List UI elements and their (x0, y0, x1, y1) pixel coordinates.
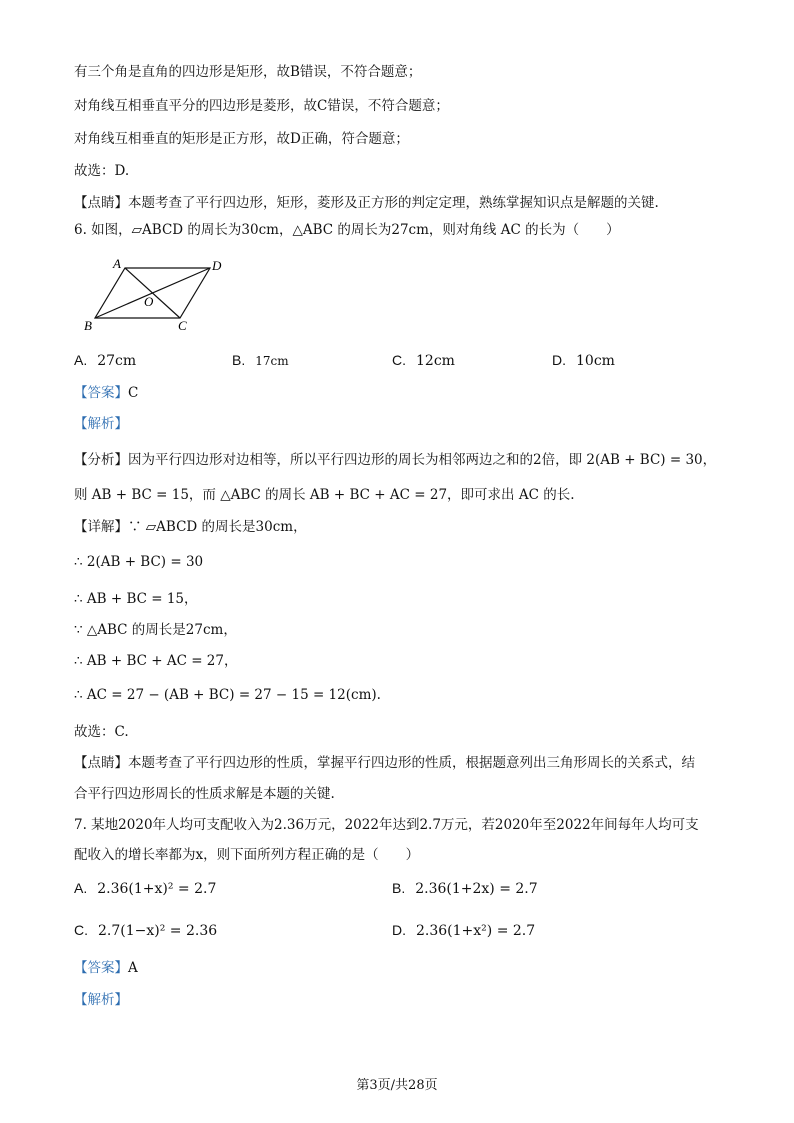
option-text: 17cm (255, 354, 289, 368)
question-7-stem-2: 配收入的增长率都为x，则下面所列方程正确的是（ ） (74, 847, 420, 863)
fenxi-tag: 【分析】 (74, 452, 128, 468)
answer-tag: 【答案】 (74, 385, 128, 401)
option-label: D. (392, 922, 406, 938)
option-text: 2.36(1+x)² = 2.7 (97, 881, 217, 897)
q7-option-a (74, 880, 216, 897)
option-b (232, 352, 289, 369)
label-d: D (212, 258, 222, 273)
option-c (392, 352, 455, 369)
xiangjie-line (74, 517, 307, 537)
q7-analysis-tag: 【解析】 (74, 992, 128, 1008)
option-d (552, 352, 615, 369)
option-text: 10cm (576, 353, 615, 369)
label-b: B (84, 318, 92, 333)
label-c: C (178, 318, 187, 333)
text-line: 故选：D. (74, 163, 130, 179)
label-o: O (144, 294, 154, 309)
option-label: A. (74, 880, 88, 896)
step-5: ∴ AC = 27 − (AB + BC) = 27 − 15 = 12(cm). (74, 687, 381, 703)
diagonal-bd (95, 268, 210, 318)
answer-value: C (128, 385, 139, 401)
option-text: 2.36(1+x²) = 2.7 (416, 923, 536, 939)
dianjing-line-2: 合平行四边形周长的性质求解是本题的关键. (74, 786, 335, 802)
xiangjie-text: ∵ ▱ABCD 的周长是30cm， (128, 519, 307, 535)
text-line: 有三个角是直角的四边形是矩形，故B错误，不符合题意； (74, 64, 422, 80)
label-a: A (113, 256, 121, 271)
option-label: B. (392, 880, 406, 896)
choose-line: 故选：C. (74, 724, 129, 740)
q7-option-c (74, 922, 217, 939)
step-4: ∴ AB + BC + AC = 27， (74, 653, 238, 669)
option-label: A. (74, 352, 88, 368)
fenxi-line-2: 则 AB + BC = 15，而 △ABC 的周长 AB + BC + AC = 27，即可求出 AC 的长. (74, 487, 575, 503)
analysis-tag: 【解析】 (74, 416, 128, 432)
dianjing-line (74, 193, 659, 213)
answer-tag: 【答案】 (74, 960, 128, 976)
step-2: ∴ AB + BC = 15， (74, 591, 198, 607)
dianjing-text: 本题考查了平行四边形的性质，掌握平行四边形的性质，根据题意列出三角形周长的关系式，结 (128, 755, 695, 771)
answer-value: A (128, 960, 138, 976)
dianjing-line-1 (74, 753, 695, 773)
question-7-stem-1: 7. 某地2020年人均可支配收入为2.36万元，2022年达到2.7万元，若2020年至2022年间每年人均可支 (74, 817, 699, 833)
xiangjie-tag: 【详解】 (74, 519, 128, 535)
option-label: D. (552, 352, 566, 368)
option-a (74, 352, 136, 369)
dianjing-tag: 【点睛】 (74, 195, 128, 211)
dianjing-tag: 【点睛】 (74, 755, 128, 771)
fenxi-text: 因为平行四边形对边相等，所以平行四边形的周长为相邻两边之和的2倍，即 2(AB + BC) = 30， (128, 452, 717, 468)
option-text: 2.7(1−x)² = 2.36 (98, 923, 218, 939)
text-line: 对角线互相垂直的矩形是正方形，故D正确，符合题意； (74, 131, 409, 147)
text-line: 对角线互相垂直平分的四边形是菱形，故C错误，不符合题意； (74, 98, 449, 114)
option-label: C. (74, 922, 88, 938)
q7-answer-line (74, 958, 138, 978)
page-footer: 第3页/共28页 (356, 1078, 438, 1093)
q7-option-d (392, 922, 535, 939)
option-text: 27cm (97, 353, 137, 369)
option-text: 12cm (416, 353, 455, 369)
option-label: B. (232, 352, 246, 368)
dianjing-text: 本题考查了平行四边形，矩形，菱形及正方形的判定定理，熟练掌握知识点是解题的关键. (128, 195, 659, 211)
q7-option-b (392, 880, 538, 897)
answer-line (74, 383, 138, 403)
step-3: ∵ △ABC 的周长是27cm， (74, 622, 237, 638)
option-text: 2.36(1+2x) = 2.7 (415, 881, 538, 897)
parallelogram-figure (80, 252, 240, 336)
step-1: ∴ 2(AB + BC) = 30 (74, 554, 204, 570)
fenxi-line-1 (74, 450, 716, 470)
question-6-stem: 6. 如图，▱ABCD 的周长为30cm，△ABC 的周长为27cm，则对角线 AC 的长为（ ） (74, 222, 620, 238)
option-label: C. (392, 352, 406, 368)
